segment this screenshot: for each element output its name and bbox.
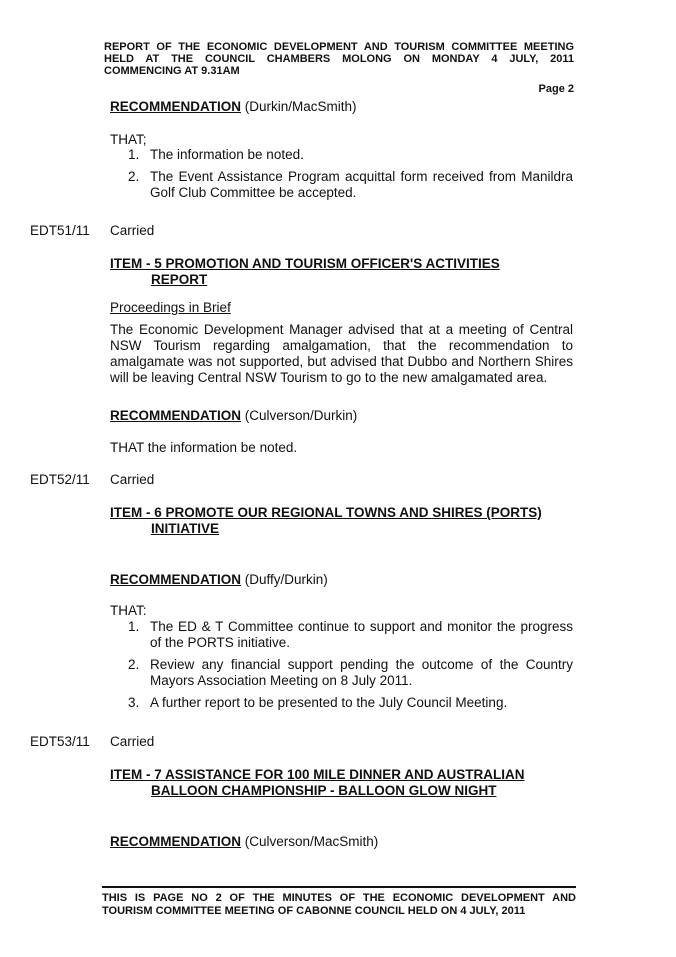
list-text: A further report to be presented to the July Council Meeting.	[150, 695, 508, 710]
list-text: The Event Assistance Program acquittal form received from Manildra Golf Club Committee be accepted.	[150, 169, 573, 200]
footer-divider	[102, 886, 576, 888]
list-item	[128, 695, 573, 711]
list-item	[128, 169, 573, 201]
recommendation-movers: (Culverson/Durkin)	[244, 408, 358, 423]
footer-line-2: TOURISM COMMITTEE MEETING OF CABONNE COUNCIL HELD ON 4 JULY, 2011	[102, 905, 526, 917]
recommendation-label: RECOMMENDATION	[110, 99, 241, 114]
recommendation-label: RECOMMENDATION	[110, 572, 241, 587]
recommendation-4	[110, 834, 573, 850]
list-text: Review any financial support pending the outcome of the Country Mayors Association Meeting on 8 July 2011.	[150, 657, 573, 688]
list-item	[128, 619, 573, 651]
that-label-3: THAT:	[110, 603, 147, 618]
list-text: The ED & T Committee continue to support and monitor the progress of the PORTS initiative.	[150, 619, 573, 650]
resolution-status: Carried	[110, 472, 155, 487]
that-statement-2: THAT the information be noted.	[110, 440, 298, 455]
recommendation-movers: (Duffy/Durkin)	[244, 572, 328, 587]
header-line-3: COMMENCING AT 9.31AM	[104, 65, 240, 77]
recommendation-label: RECOMMENDATION	[110, 408, 241, 423]
resolution-ref: EDT51/11	[30, 223, 90, 238]
list-number: 2.	[128, 169, 140, 184]
recommendation-movers: (Culverson/MacSmith)	[244, 834, 379, 849]
list-number: 1.	[128, 147, 140, 162]
item-6-title	[110, 505, 573, 537]
resolution-status: Carried	[110, 734, 155, 749]
proceedings-heading: Proceedings in Brief	[110, 300, 231, 315]
header-line-2: HELD AT THE COUNCIL CHAMBERS MOLONG ON MONDAY 4 JULY, 2011	[104, 53, 574, 65]
header-line-1: REPORT OF THE ECONOMIC DEVELOPMENT AND TOURISM COMMITTEE MEETING	[104, 41, 574, 53]
that-label-1: THAT;	[110, 132, 147, 147]
list-number: 1.	[128, 619, 140, 634]
item-5-title	[110, 256, 573, 288]
resolution-ref: EDT52/11	[30, 472, 90, 487]
item-title-line: ITEM - 6 PROMOTE OUR REGIONAL TOWNS AND SHIRES (PORTS)	[110, 505, 542, 520]
item-title-line: INITIATIVE	[151, 521, 220, 536]
item-title-line: ITEM - 7 ASSISTANCE FOR 100 MILE DINNER AND AUSTRALIAN	[110, 767, 525, 782]
item-title-line: REPORT	[151, 272, 208, 287]
report-header	[104, 41, 574, 77]
list-item	[128, 657, 573, 689]
resolution-status: Carried	[110, 223, 155, 238]
item-title-line: ITEM - 5 PROMOTION AND TOURISM OFFICER'S ACTIVITIES	[110, 256, 500, 271]
item-7-title	[110, 767, 573, 799]
footer-line-1: THIS IS PAGE NO 2 OF THE MINUTES OF THE ECONOMIC DEVELOPMENT AND	[102, 892, 576, 904]
recommendation-movers: (Durkin/MacSmith)	[244, 99, 357, 114]
list-number: 3.	[128, 695, 140, 710]
recommendation-2	[110, 408, 573, 424]
page-number: Page 2	[538, 83, 574, 95]
recommendation-3	[110, 572, 573, 588]
list-item	[128, 147, 573, 163]
page-footer	[102, 892, 576, 918]
recommendation-1	[110, 99, 573, 115]
list-text: The information be noted.	[150, 147, 304, 162]
recommendation-label: RECOMMENDATION	[110, 834, 241, 849]
list-number: 2.	[128, 657, 140, 672]
resolution-ref: EDT53/11	[30, 734, 90, 749]
item-title-line: BALLOON CHAMPIONSHIP - BALLOON GLOW NIGHT	[151, 783, 497, 798]
item-5-paragraph: The Economic Development Manager advised that at a meeting of Central NSW Tourism regarding amalgamation, that the recommendation to amalgamate was not supported, but advised that Dubbo and Northern Shires will be leaving Central NSW Tourism to go to the new amalgamated area.	[110, 322, 573, 385]
